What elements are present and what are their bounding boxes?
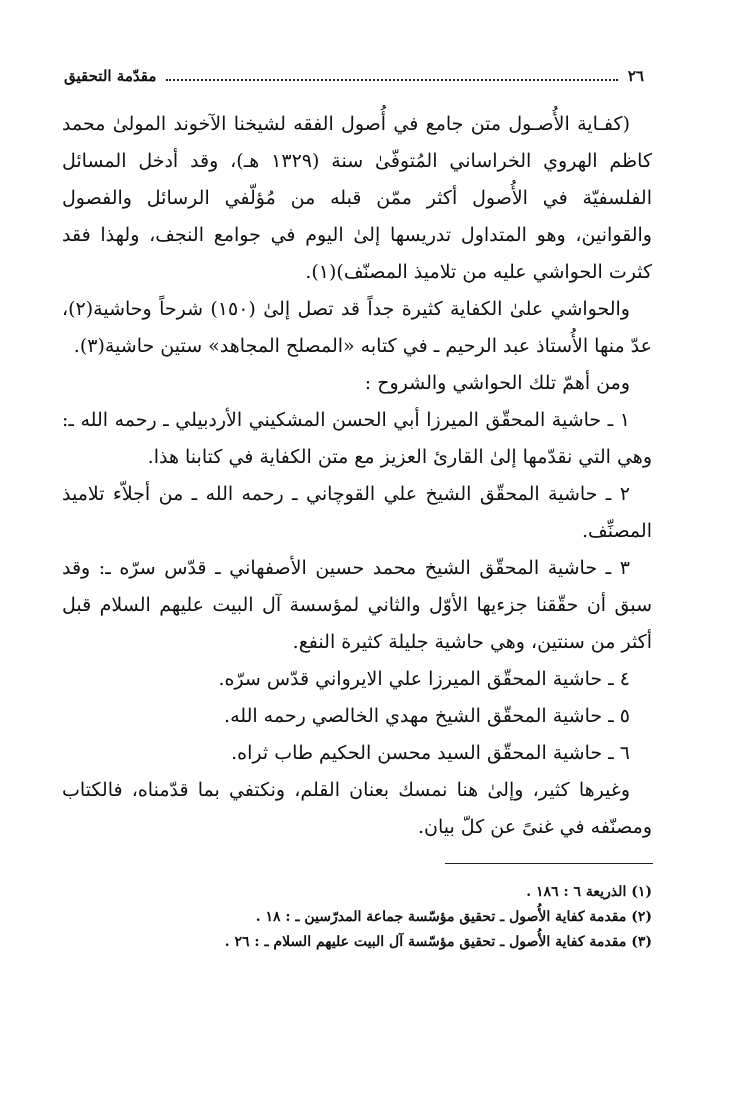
list-item-4: ٤ ـ حاشية المحقّق الميرزا علي الايرواني قدّس سرّه.: [218, 668, 630, 690]
footnote-3: (٣) مقدمة كفاية الأُصول ـ تحقيق مؤسّسة آل البيت عليهم السلام ـ : ٢٦ .: [224, 934, 652, 950]
paragraph-closing: وغيرها كثير، وإلىٰ هنا نمسك بعنان القلم، ونكتفي بما قدّمناه، فالكتاب ومصنّفه في غنىً عن كلّ بيان.: [62, 779, 652, 838]
footnotes: [62, 880, 652, 955]
main-text: [62, 106, 652, 846]
list-item-1: ١ ـ حاشية المحقّق الميرزا أبي الحسن المشكيني الأردبيلي ـ رحمه الله ـ: وهي التي نقدّمها إلىٰ القارئ العزيز مع متن الكفاية في كتابنا هذا.: [62, 409, 652, 468]
paragraph-list-intro: ومن أهمّ تلك الحواشي والشروح :: [364, 372, 630, 394]
running-title: مقدّمة التحقيق: [64, 67, 157, 85]
list-item-6: ٦ ـ حاشية المحقّق السيد محسن الحكيم طاب ثراه.: [231, 742, 630, 764]
list-item-3: ٣ ـ حاشية المحقّق الشيخ محمد حسين الأصفهاني ـ قدّس سرّه ـ: وقد سبق أن حقّقنا جزءيها الأوّل والثاني لمؤسسة آل البيت عليهم السلام قبل أكثر من سنتين، وهي حاشية جليلة كثيرة النفع.: [62, 557, 652, 653]
list-item-5: ٥ ـ حاشية المحقّق الشيخ مهدي الخالصي رحمه الله.: [224, 705, 630, 727]
footnote-2: (٢) مقدمة كفاية الأُصول ـ تحقيق مؤسّسة جماعة المدرّسين ـ : ١٨ .: [255, 909, 652, 925]
footnote-separator: [445, 863, 653, 864]
footnote-1: (١) الذريعة ٦ : ١٨٦ .: [526, 884, 652, 900]
page-header: [64, 58, 644, 94]
paragraph-glosses-count: والحواشي علىٰ الكفاية كثيرة جداً قد تصل إلىٰ (١٥٠) شرحاً وحاشية(٢)، عدّ منها الأُستاذ عبد الرحيم ـ في كتابه «المصلح المجاهد» ستين حاشية(٣).: [62, 298, 652, 357]
list-item-2: ٢ ـ حاشية المحقّق الشيخ علي القوچاني ـ رحمه الله ـ من أجلاّء تلاميذ المصنِّف.: [62, 483, 652, 542]
paragraph-kifaya-description: (كفـاية الأُصـول متن جامع في أُصول الفقه لشيخنا الآخوند المولىٰ محمد كاظم الهروي الخراساني المُتوفّىٰ سنة (١٣٢٩ هـ)، وقد أدخل المسائل الفلسفيّة في الأُصول أكثر ممّن قبله من مُؤلّفي الرسائل والفصول والقوانين، وهو المتداول تدريسها إلىٰ اليوم في جوامع النجف، ولهذا فقد كثرت الحواشي عليه من تلاميذ المصنّف)(١).: [62, 113, 652, 283]
header-dot-leader: [166, 79, 618, 81]
page-number: ٢٦: [627, 67, 644, 85]
